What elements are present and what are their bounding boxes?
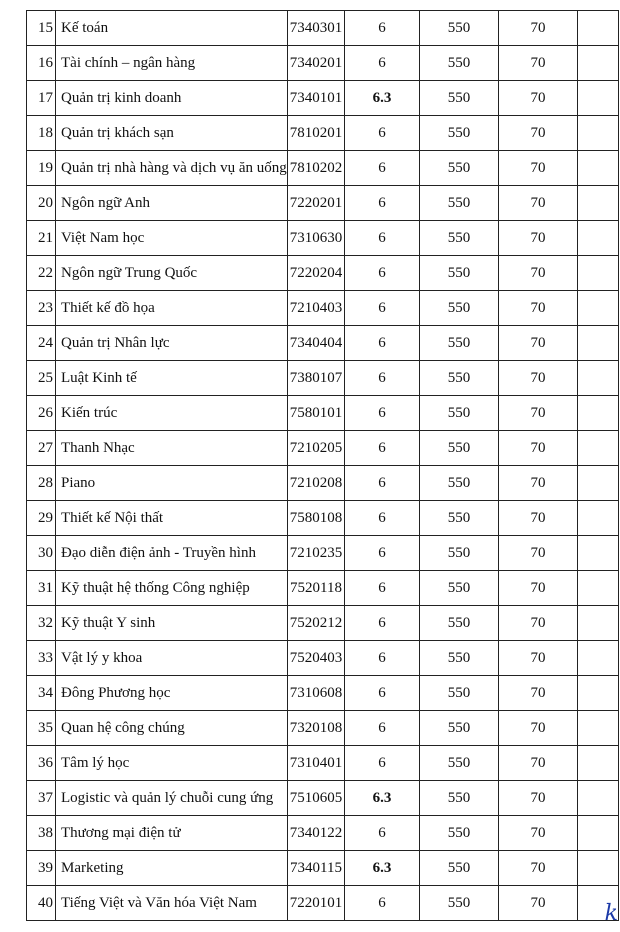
program-code-cell: 7340404	[288, 326, 345, 361]
quota-cell: 70	[499, 571, 578, 606]
program-name-cell: Luật Kinh tế	[56, 361, 288, 396]
min-score-cell: 6	[345, 256, 420, 291]
program-name-cell: Thiết kế đồ họa	[56, 291, 288, 326]
toeic-score-cell: 550	[420, 606, 499, 641]
row-number-cell: 16	[27, 46, 56, 81]
programs-table-body	[27, 11, 619, 921]
toeic-score-cell: 550	[420, 851, 499, 886]
quota-cell: 70	[499, 186, 578, 221]
row-number-cell: 20	[27, 186, 56, 221]
program-name-cell: Thanh Nhạc	[56, 431, 288, 466]
toeic-score-cell: 550	[420, 676, 499, 711]
table-row	[27, 781, 619, 816]
program-code-cell: 7520212	[288, 606, 345, 641]
table-row	[27, 641, 619, 676]
min-score-cell: 6.3	[345, 851, 420, 886]
toeic-score-cell: 550	[420, 501, 499, 536]
table-row	[27, 186, 619, 221]
table-row	[27, 221, 619, 256]
row-number-cell: 39	[27, 851, 56, 886]
toeic-score-cell: 550	[420, 571, 499, 606]
note-cell	[578, 816, 619, 851]
program-code-cell: 7340301	[288, 11, 345, 46]
program-code-cell: 7210403	[288, 291, 345, 326]
min-score-cell: 6	[345, 501, 420, 536]
program-code-cell: 7310401	[288, 746, 345, 781]
row-number-cell: 31	[27, 571, 56, 606]
program-name-cell: Piano	[56, 466, 288, 501]
quota-cell: 70	[499, 256, 578, 291]
program-name-cell: Ngôn ngữ Trung Quốc	[56, 256, 288, 291]
program-code-cell: 7340101	[288, 81, 345, 116]
note-cell	[578, 221, 619, 256]
row-number-cell: 29	[27, 501, 56, 536]
note-cell	[578, 746, 619, 781]
program-code-cell: 7310608	[288, 676, 345, 711]
note-cell	[578, 641, 619, 676]
toeic-score-cell: 550	[420, 886, 499, 921]
note-cell	[578, 361, 619, 396]
toeic-score-cell: 550	[420, 396, 499, 431]
row-number-cell: 24	[27, 326, 56, 361]
min-score-cell: 6	[345, 641, 420, 676]
table-row	[27, 46, 619, 81]
row-number-cell: 35	[27, 711, 56, 746]
row-number-cell: 38	[27, 816, 56, 851]
toeic-score-cell: 550	[420, 291, 499, 326]
program-name-cell: Vật lý y khoa	[56, 641, 288, 676]
note-cell	[578, 291, 619, 326]
program-name-cell: Kiến trúc	[56, 396, 288, 431]
row-number-cell: 26	[27, 396, 56, 431]
quota-cell: 70	[499, 326, 578, 361]
note-cell	[578, 781, 619, 816]
quota-cell: 70	[499, 781, 578, 816]
row-number-cell: 23	[27, 291, 56, 326]
table-row	[27, 711, 619, 746]
program-name-cell: Kỹ thuật hệ thống Công nghiệp	[56, 571, 288, 606]
note-cell	[578, 571, 619, 606]
program-name-cell: Kế toán	[56, 11, 288, 46]
table-row	[27, 396, 619, 431]
row-number-cell: 33	[27, 641, 56, 676]
program-code-cell: 7810202	[288, 151, 345, 186]
row-number-cell: 34	[27, 676, 56, 711]
quota-cell: 70	[499, 501, 578, 536]
table-row	[27, 676, 619, 711]
min-score-cell: 6	[345, 746, 420, 781]
note-cell	[578, 431, 619, 466]
program-name-cell: Logistic và quản lý chuỗi cung ứng	[56, 781, 288, 816]
row-number-cell: 40	[27, 886, 56, 921]
programs-table	[26, 10, 619, 921]
quota-cell: 70	[499, 886, 578, 921]
program-code-cell: 7520118	[288, 571, 345, 606]
min-score-cell: 6.3	[345, 81, 420, 116]
note-cell	[578, 606, 619, 641]
quota-cell: 70	[499, 361, 578, 396]
toeic-score-cell: 550	[420, 711, 499, 746]
note-cell	[578, 186, 619, 221]
toeic-score-cell: 550	[420, 361, 499, 396]
quota-cell: 70	[499, 396, 578, 431]
program-name-cell: Quản trị Nhân lực	[56, 326, 288, 361]
table-row	[27, 536, 619, 571]
quota-cell: 70	[499, 711, 578, 746]
min-score-cell: 6	[345, 431, 420, 466]
row-number-cell: 18	[27, 116, 56, 151]
quota-cell: 70	[499, 81, 578, 116]
min-score-cell: 6	[345, 361, 420, 396]
toeic-score-cell: 550	[420, 151, 499, 186]
row-number-cell: 36	[27, 746, 56, 781]
program-name-cell: Quản trị nhà hàng và dịch vụ ăn uống	[56, 151, 288, 186]
quota-cell: 70	[499, 746, 578, 781]
program-name-cell: Quản trị khách sạn	[56, 116, 288, 151]
row-number-cell: 28	[27, 466, 56, 501]
quota-cell: 70	[499, 11, 578, 46]
quota-cell: 70	[499, 466, 578, 501]
min-score-cell: 6	[345, 676, 420, 711]
row-number-cell: 25	[27, 361, 56, 396]
note-cell	[578, 851, 619, 886]
program-code-cell: 7580101	[288, 396, 345, 431]
row-number-cell: 30	[27, 536, 56, 571]
toeic-score-cell: 550	[420, 186, 499, 221]
toeic-score-cell: 550	[420, 221, 499, 256]
program-code-cell: 7520403	[288, 641, 345, 676]
toeic-score-cell: 550	[420, 781, 499, 816]
program-name-cell: Kỹ thuật Y sinh	[56, 606, 288, 641]
table-row	[27, 501, 619, 536]
toeic-score-cell: 550	[420, 81, 499, 116]
program-code-cell: 7810201	[288, 116, 345, 151]
table-row	[27, 81, 619, 116]
min-score-cell: 6	[345, 186, 420, 221]
table-row	[27, 361, 619, 396]
toeic-score-cell: 550	[420, 256, 499, 291]
row-number-cell: 22	[27, 256, 56, 291]
note-cell	[578, 676, 619, 711]
program-code-cell: 7580108	[288, 501, 345, 536]
min-score-cell: 6.3	[345, 781, 420, 816]
min-score-cell: 6	[345, 291, 420, 326]
toeic-score-cell: 550	[420, 641, 499, 676]
row-number-cell: 15	[27, 11, 56, 46]
min-score-cell: 6	[345, 221, 420, 256]
program-name-cell: Thiết kế Nội thất	[56, 501, 288, 536]
quota-cell: 70	[499, 46, 578, 81]
program-name-cell: Quản trị kinh doanh	[56, 81, 288, 116]
note-cell	[578, 536, 619, 571]
program-code-cell: 7210208	[288, 466, 345, 501]
program-code-cell: 7340122	[288, 816, 345, 851]
table-row	[27, 886, 619, 921]
quota-cell: 70	[499, 641, 578, 676]
row-number-cell: 21	[27, 221, 56, 256]
row-number-cell: 32	[27, 606, 56, 641]
program-code-cell: 7510605	[288, 781, 345, 816]
program-name-cell: Quan hệ công chúng	[56, 711, 288, 746]
program-code-cell: 7310630	[288, 221, 345, 256]
note-cell	[578, 116, 619, 151]
program-code-cell: 7210235	[288, 536, 345, 571]
quota-cell: 70	[499, 431, 578, 466]
program-code-cell: 7210205	[288, 431, 345, 466]
toeic-score-cell: 550	[420, 466, 499, 501]
quota-cell: 70	[499, 291, 578, 326]
quota-cell: 70	[499, 116, 578, 151]
note-cell	[578, 11, 619, 46]
quota-cell: 70	[499, 221, 578, 256]
toeic-score-cell: 550	[420, 816, 499, 851]
min-score-cell: 6	[345, 466, 420, 501]
handwritten-initial: k	[604, 901, 618, 926]
toeic-score-cell: 550	[420, 11, 499, 46]
row-number-cell: 27	[27, 431, 56, 466]
quota-cell: 70	[499, 606, 578, 641]
program-code-cell: 7220201	[288, 186, 345, 221]
min-score-cell: 6	[345, 46, 420, 81]
table-row	[27, 851, 619, 886]
row-number-cell: 37	[27, 781, 56, 816]
min-score-cell: 6	[345, 886, 420, 921]
toeic-score-cell: 550	[420, 326, 499, 361]
table-row	[27, 571, 619, 606]
table-row	[27, 606, 619, 641]
note-cell	[578, 466, 619, 501]
program-code-cell: 7220101	[288, 886, 345, 921]
table-row	[27, 291, 619, 326]
program-name-cell: Đạo diễn điện ảnh - Truyền hình	[56, 536, 288, 571]
quota-cell: 70	[499, 676, 578, 711]
row-number-cell: 17	[27, 81, 56, 116]
quota-cell: 70	[499, 536, 578, 571]
program-name-cell: Tài chính – ngân hàng	[56, 46, 288, 81]
min-score-cell: 6	[345, 396, 420, 431]
table-row	[27, 151, 619, 186]
min-score-cell: 6	[345, 816, 420, 851]
min-score-cell: 6	[345, 11, 420, 46]
program-code-cell: 7340115	[288, 851, 345, 886]
toeic-score-cell: 550	[420, 536, 499, 571]
min-score-cell: 6	[345, 536, 420, 571]
program-code-cell: 7340201	[288, 46, 345, 81]
program-code-cell: 7220204	[288, 256, 345, 291]
toeic-score-cell: 550	[420, 431, 499, 466]
program-name-cell: Đông Phương học	[56, 676, 288, 711]
table-row	[27, 816, 619, 851]
note-cell	[578, 46, 619, 81]
note-cell	[578, 151, 619, 186]
program-name-cell: Việt Nam học	[56, 221, 288, 256]
toeic-score-cell: 550	[420, 116, 499, 151]
note-cell	[578, 396, 619, 431]
table-row	[27, 466, 619, 501]
quota-cell: 70	[499, 851, 578, 886]
note-cell	[578, 711, 619, 746]
min-score-cell: 6	[345, 326, 420, 361]
note-cell	[578, 81, 619, 116]
table-row	[27, 256, 619, 291]
min-score-cell: 6	[345, 571, 420, 606]
toeic-score-cell: 550	[420, 746, 499, 781]
min-score-cell: 6	[345, 116, 420, 151]
min-score-cell: 6	[345, 606, 420, 641]
toeic-score-cell: 550	[420, 46, 499, 81]
table-row	[27, 11, 619, 46]
row-number-cell: 19	[27, 151, 56, 186]
quota-cell: 70	[499, 816, 578, 851]
min-score-cell: 6	[345, 151, 420, 186]
program-name-cell: Tiếng Việt và Văn hóa Việt Nam	[56, 886, 288, 921]
program-name-cell: Marketing	[56, 851, 288, 886]
note-cell	[578, 501, 619, 536]
program-code-cell: 7320108	[288, 711, 345, 746]
note-cell	[578, 256, 619, 291]
quota-cell: 70	[499, 151, 578, 186]
table-row	[27, 326, 619, 361]
table-row	[27, 116, 619, 151]
program-name-cell: Tâm lý học	[56, 746, 288, 781]
program-name-cell: Ngôn ngữ Anh	[56, 186, 288, 221]
min-score-cell: 6	[345, 711, 420, 746]
note-cell	[578, 326, 619, 361]
program-name-cell: Thương mại điện tử	[56, 816, 288, 851]
program-code-cell: 7380107	[288, 361, 345, 396]
table-row	[27, 746, 619, 781]
table-row	[27, 431, 619, 466]
